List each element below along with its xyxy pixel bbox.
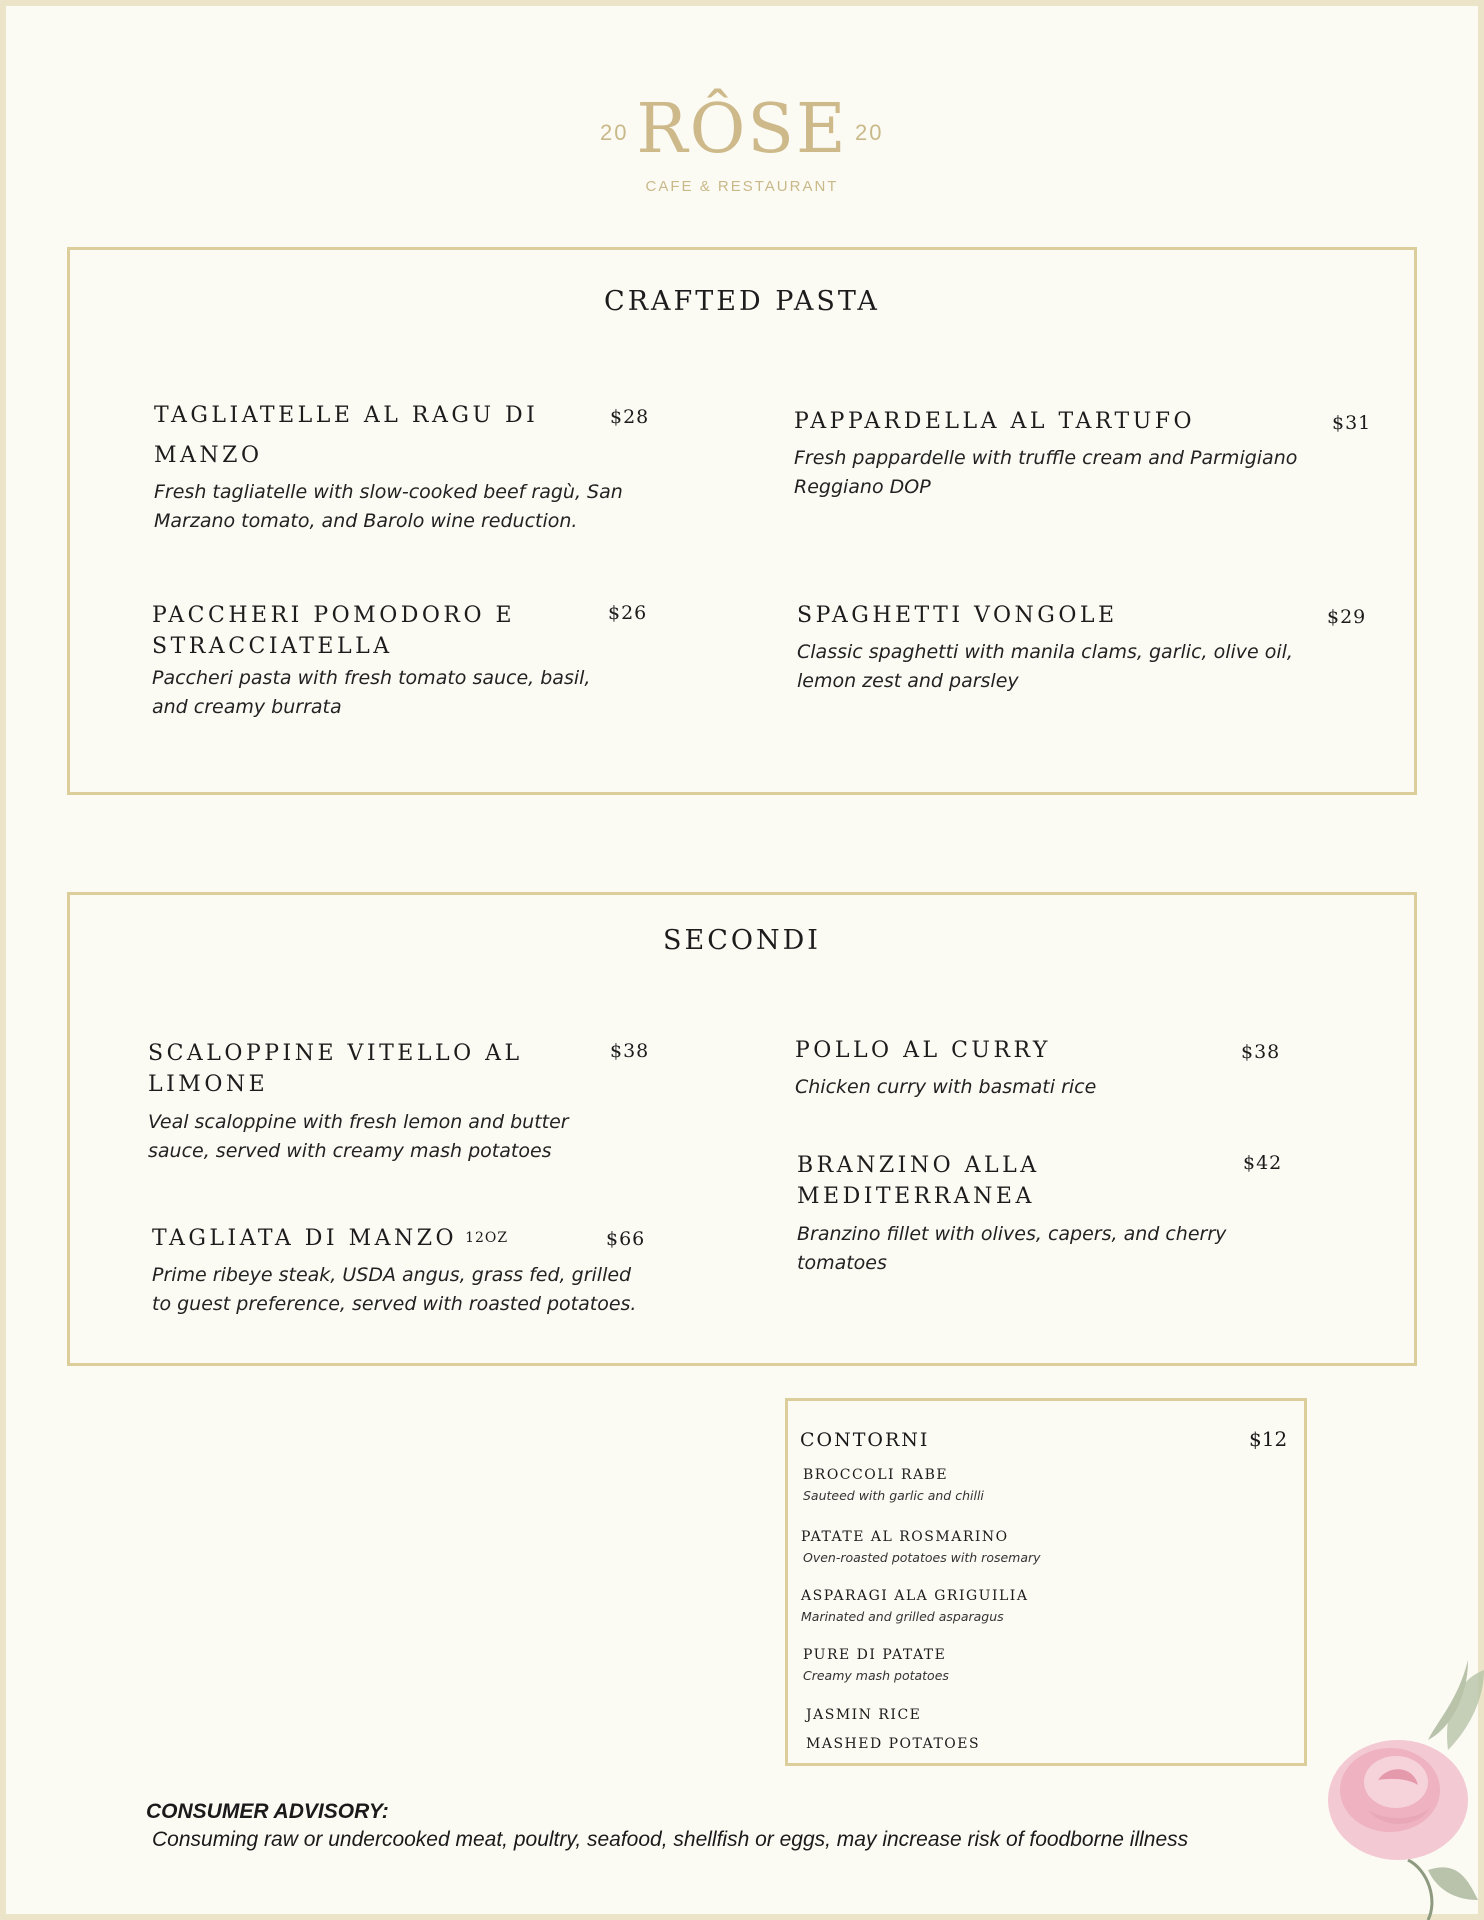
pasta-section <box>67 247 1417 795</box>
menu-item <box>797 596 1367 696</box>
item-description: Paccheri pasta with fresh tomato sauce, basil, and creamy burrata <box>152 667 591 718</box>
item-price: $29 <box>1327 606 1367 628</box>
item-price: $38 <box>610 1040 650 1062</box>
menu-item <box>148 1038 688 1166</box>
section-title: CRAFTED PASTA <box>604 286 880 317</box>
secondi-section <box>67 892 1417 1366</box>
consumer-advisory <box>146 1800 1188 1852</box>
menu-item <box>794 402 1372 502</box>
item-description: Classic spaghetti with manila clams, garlic, olive oil, lemon zest and parsley <box>797 641 1293 692</box>
item-price: $31 <box>1332 412 1372 434</box>
item-price: $66 <box>606 1228 646 1250</box>
item-description: Branzino fillet with olives, capers, and cherry tomatoes <box>797 1223 1227 1274</box>
item-name: TAGLIATELLE AL RAGU DI MANZO <box>154 403 539 468</box>
menu-item <box>797 1150 1317 1278</box>
side-item-description: Marinated and grilled asparagus <box>801 1609 1004 1624</box>
logo-subtitle: CAFE & RESTAURANT <box>645 178 839 195</box>
contorni-section <box>785 1398 1307 1766</box>
rose-flower-icon <box>1318 1660 1484 1920</box>
side-item <box>803 1467 984 1503</box>
item-name: SPAGHETTI VONGOLE <box>797 603 1118 628</box>
item-description: Prime ribeye steak, USDA angus, grass fed, grilled to guest preference, served with roasted potatoes. <box>152 1264 637 1315</box>
menu-item <box>795 1031 1315 1102</box>
contorni-price: $12 <box>1249 1427 1288 1451</box>
side-item <box>801 1529 1041 1565</box>
item-price: $28 <box>610 406 650 428</box>
item-price: $26 <box>608 602 648 624</box>
item-size: 12OZ <box>465 1230 509 1246</box>
side-item-name: PATATE AL ROSMARINO <box>801 1529 1009 1545</box>
side-item-name: MASHED POTATOES <box>806 1736 981 1752</box>
side-item-name: ASPARAGI ALA GRIGUILIA <box>801 1588 1029 1604</box>
side-item-name: BROCCOLI RABE <box>803 1467 949 1483</box>
item-price: $38 <box>1241 1041 1281 1063</box>
item-description: Fresh pappardelle with truffle cream and Parmigiano Reggiano DOP <box>794 447 1298 498</box>
item-description: Fresh tagliatelle with slow-cooked beef ragù, San Marzano tomato, and Barolo wine reduction. <box>154 481 623 532</box>
side-item-name: PURE DI PATATE <box>803 1647 947 1663</box>
contorni-title: CONTORNI <box>800 1429 930 1451</box>
item-description: Veal scaloppine with fresh lemon and butter sauce, served with creamy mash potatoes <box>148 1111 569 1162</box>
side-item-name: JASMIN RICE <box>806 1707 922 1723</box>
item-price: $42 <box>1243 1152 1283 1174</box>
item-name: POLLO AL CURRY <box>795 1038 1051 1063</box>
item-name-text: TAGLIATA DI MANZO <box>152 1226 458 1251</box>
logo-year-right: 20 <box>855 120 884 145</box>
menu-item <box>154 396 694 536</box>
side-item <box>806 1707 921 1723</box>
restaurant-logo <box>0 90 1484 210</box>
item-name: PACCHERI POMODORO E STRACCIATELLA <box>152 603 516 659</box>
side-item-description: Oven-roasted potatoes with rosemary <box>803 1550 1041 1565</box>
item-name: BRANZINO ALLA MEDITERRANEA <box>797 1153 1040 1209</box>
menu-item <box>152 600 692 722</box>
item-name: PAPPARDELLA AL TARTUFO <box>794 409 1196 434</box>
side-item <box>803 1647 949 1683</box>
item-name: SCALOPPINE VITELLO AL LIMONE <box>148 1041 523 1097</box>
item-description: Chicken curry with basmati rice <box>795 1076 1097 1098</box>
advisory-text: Consuming raw or undercooked meat, poultry, seafood, shellfish or eggs, may increase risk of foodborne illness <box>152 1828 1189 1851</box>
menu-item <box>152 1218 692 1319</box>
advisory-title: CONSUMER ADVISORY: <box>146 1800 389 1823</box>
side-item <box>801 1588 1028 1624</box>
side-item-description: Sauteed with garlic and chilli <box>803 1488 984 1503</box>
logo-name: RÔSE <box>636 90 848 169</box>
logo-year-left: 20 <box>600 120 629 145</box>
side-item-description: Creamy mash potatoes <box>803 1668 949 1683</box>
side-item <box>806 1736 980 1752</box>
section-title: SECONDI <box>663 925 821 956</box>
